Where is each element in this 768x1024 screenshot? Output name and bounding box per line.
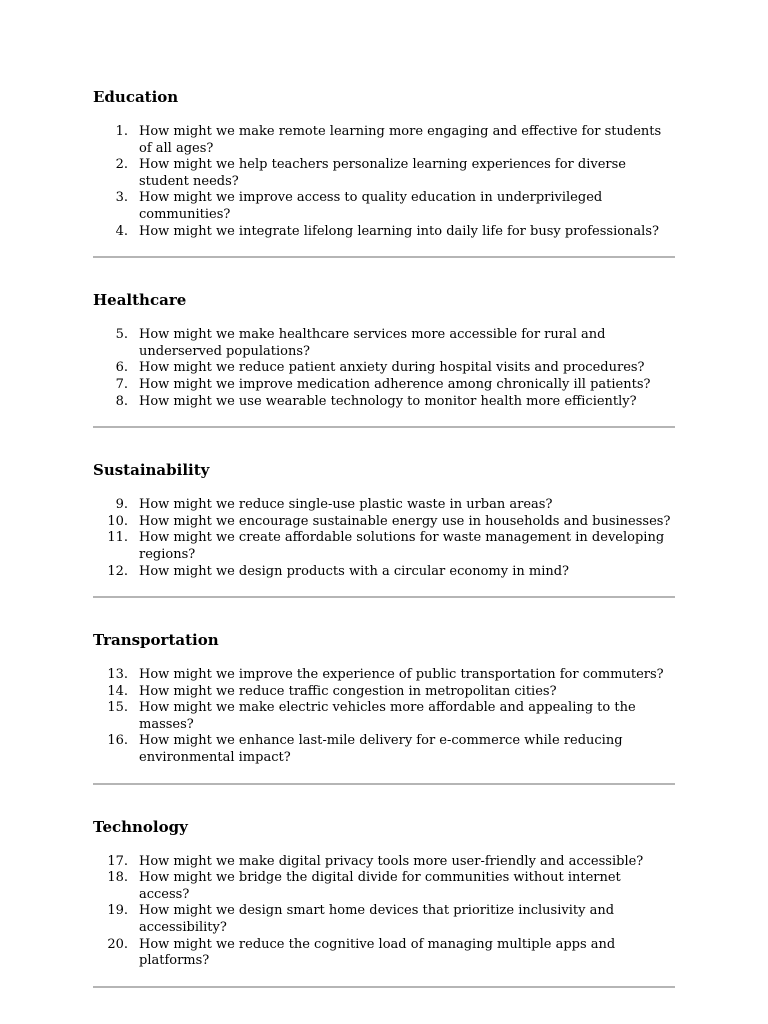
item-text: How might we help teachers personalize learning experiences for diverse student needs? bbox=[139, 157, 626, 189]
item-text: How might we use wearable technology to monitor health more efficiently? bbox=[139, 393, 637, 409]
item-number: 9. bbox=[115, 497, 128, 513]
item-number: 13. bbox=[107, 667, 128, 683]
list-item bbox=[93, 854, 675, 871]
section-heading: Healthcare bbox=[93, 291, 187, 310]
list-item bbox=[93, 394, 675, 411]
question-list bbox=[93, 667, 675, 767]
item-text: How might we improve medication adherence among chronically ill patients? bbox=[139, 376, 651, 392]
item-text: How might we enhance last-mile delivery for e-commerce while reducing environmental impact? bbox=[139, 733, 623, 766]
question-list bbox=[93, 497, 675, 580]
list-item bbox=[93, 684, 675, 701]
list-item bbox=[93, 733, 675, 766]
item-text: How might we reduce patient anxiety during hospital visits and procedures? bbox=[139, 360, 645, 376]
list-item bbox=[93, 360, 675, 377]
section-education bbox=[93, 88, 675, 258]
item-number: 6. bbox=[115, 360, 128, 376]
question-list bbox=[93, 854, 675, 970]
item-text: How might we integrate lifelong learning into daily life for busy professionals? bbox=[139, 223, 659, 239]
item-text: How might we reduce traffic congestion in metropolitan cities? bbox=[139, 683, 557, 699]
section-heading: Education bbox=[93, 88, 179, 106]
question-list bbox=[93, 327, 675, 410]
list-item bbox=[93, 377, 675, 394]
item-text: How might we reduce single-use plastic waste in urban areas? bbox=[139, 497, 553, 513]
item-text: How might we create affordable solutions for waste management in developing regions? bbox=[139, 530, 665, 562]
list-item bbox=[93, 190, 675, 223]
section-heading: Technology bbox=[93, 817, 188, 836]
list-item bbox=[93, 124, 675, 157]
item-number: 8. bbox=[115, 393, 128, 409]
document-content bbox=[93, 88, 675, 988]
item-text: How might we design smart home devices that prioritize inclusivity and accessibility? bbox=[139, 903, 615, 936]
item-number: 1. bbox=[115, 124, 128, 139]
list-item bbox=[93, 327, 675, 360]
list-item bbox=[93, 700, 675, 733]
item-number: 12. bbox=[107, 563, 128, 579]
list-item bbox=[93, 514, 675, 531]
section-transportation bbox=[93, 631, 675, 785]
list-item bbox=[93, 937, 675, 970]
item-text: How might we design products with a circular economy in mind? bbox=[139, 563, 570, 579]
item-text: How might we make electric vehicles more affordable and appealing to the masses? bbox=[139, 700, 636, 732]
item-text: How might we encourage sustainable energy use in households and businesses? bbox=[139, 513, 671, 529]
list-item bbox=[93, 564, 675, 581]
question-list bbox=[93, 124, 675, 240]
section-healthcare bbox=[93, 291, 675, 428]
list-item bbox=[93, 224, 675, 241]
item-number: 7. bbox=[115, 376, 128, 392]
item-text: How might we make healthcare services more accessible for rural and underserved populations? bbox=[139, 327, 606, 359]
item-text: How might we reduce the cognitive load of managing multiple apps and platforms? bbox=[139, 936, 616, 969]
item-number: 2. bbox=[115, 157, 128, 173]
item-number: 19. bbox=[107, 903, 128, 919]
list-item bbox=[93, 870, 675, 903]
list-item bbox=[93, 530, 675, 563]
item-text: How might we make digital privacy tools more user-friendly and accessible? bbox=[139, 853, 644, 869]
item-number: 18. bbox=[107, 870, 128, 886]
item-text: How might we make remote learning more engaging and effective for students of all ages? bbox=[139, 124, 662, 156]
item-number: 17. bbox=[107, 853, 128, 869]
list-item bbox=[93, 903, 675, 936]
item-text: How might we bridge the digital divide for communities without internet access? bbox=[139, 870, 621, 902]
section-heading: Sustainability bbox=[93, 461, 210, 480]
item-number: 4. bbox=[115, 223, 128, 239]
list-item bbox=[93, 497, 675, 514]
section-heading: Transportation bbox=[93, 631, 219, 650]
item-number: 10. bbox=[107, 513, 128, 529]
list-item bbox=[93, 667, 675, 684]
section-sustainability bbox=[93, 461, 675, 598]
item-text: How might we improve the experience of public transportation for commuters? bbox=[139, 667, 664, 683]
item-text: How might we improve access to quality education in underprivileged communities? bbox=[139, 190, 603, 222]
item-number: 16. bbox=[107, 733, 128, 749]
item-number: 5. bbox=[115, 327, 128, 343]
list-item bbox=[93, 157, 675, 190]
section-technology bbox=[93, 818, 675, 988]
item-number: 11. bbox=[107, 530, 128, 546]
section-divider bbox=[93, 986, 675, 988]
item-number: 3. bbox=[115, 190, 128, 206]
item-number: 14. bbox=[107, 683, 128, 699]
item-number: 20. bbox=[107, 936, 128, 952]
item-number: 15. bbox=[107, 700, 128, 716]
